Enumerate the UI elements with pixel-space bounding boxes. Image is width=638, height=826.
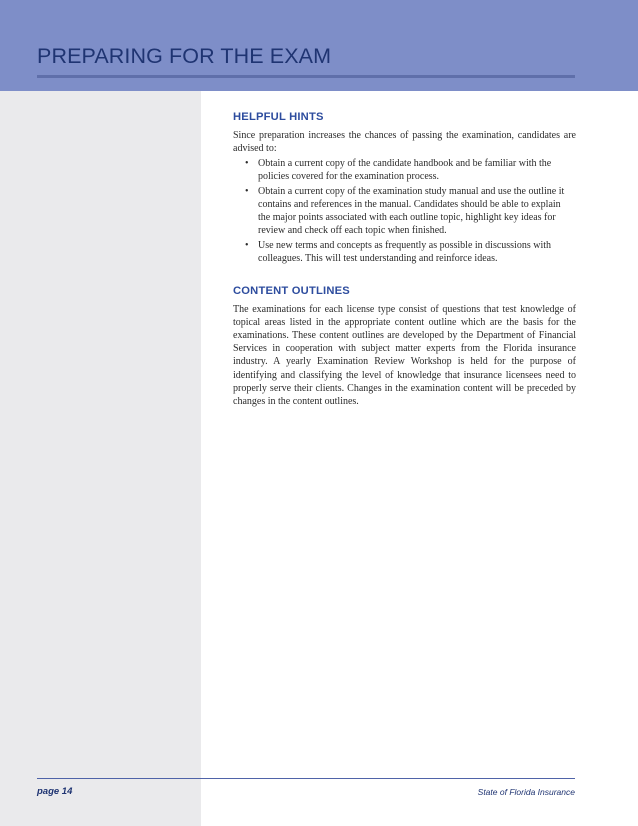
left-margin-band [0,0,201,826]
helpful-hints-intro: Since preparation increases the chances of passing the examination, candidates are advised to: [233,130,576,155]
content-outlines-heading: CONTENT OUTLINES [233,284,350,297]
list-item [233,157,566,183]
content-outlines-section [233,284,576,409]
bullet-icon: • [245,185,249,197]
footer-divider [37,778,575,779]
list-item-text: Obtain a current copy of the examination study manual and use the outline it contains and references in the manual. Candidates should be able to explain the major points associated with each outline topic, highlight key ideas for review and check off each topic when finished. [258,185,565,237]
helpful-hints-list [233,157,576,266]
list-item [233,185,566,238]
main-content [233,110,576,408]
content-outlines-body: The examinations for each license type consist of questions that test knowledge of topical areas listed in the appropriate content outline which are the basis for the examinations. These content outlines are developed by the Department of Financial Services in cooperation with subject matter experts from the Florida insurance industry. A yearly Examination Review Workshop is held for the purpose of identifying and classifying the level of knowledge that insurance licensees need to properly serve their clients. Changes in the examination content will be preceded by changes in the content outlines. [233,303,576,407]
helpful-hints-heading: HELPFUL HINTS [233,111,324,123]
list-item [233,239,566,265]
footer-publisher: State of Florida Insurance [477,787,575,797]
page-header-band [0,0,638,91]
helpful-hints-section [233,110,576,266]
bullet-icon: • [245,240,249,252]
list-item-text: Use new terms and concepts as frequently as possible in discussions with colleagues. This will test understanding and reinforce ideas. [258,240,552,265]
page-title: PREPARING FOR THE EXAM [37,44,332,68]
page-number: page 14 [37,786,73,797]
bullet-icon: • [245,157,249,169]
list-item-text: Obtain a current copy of the candidate handbook and be familiar with the policies covered for the examination process. [258,157,552,183]
header-divider [37,75,575,78]
